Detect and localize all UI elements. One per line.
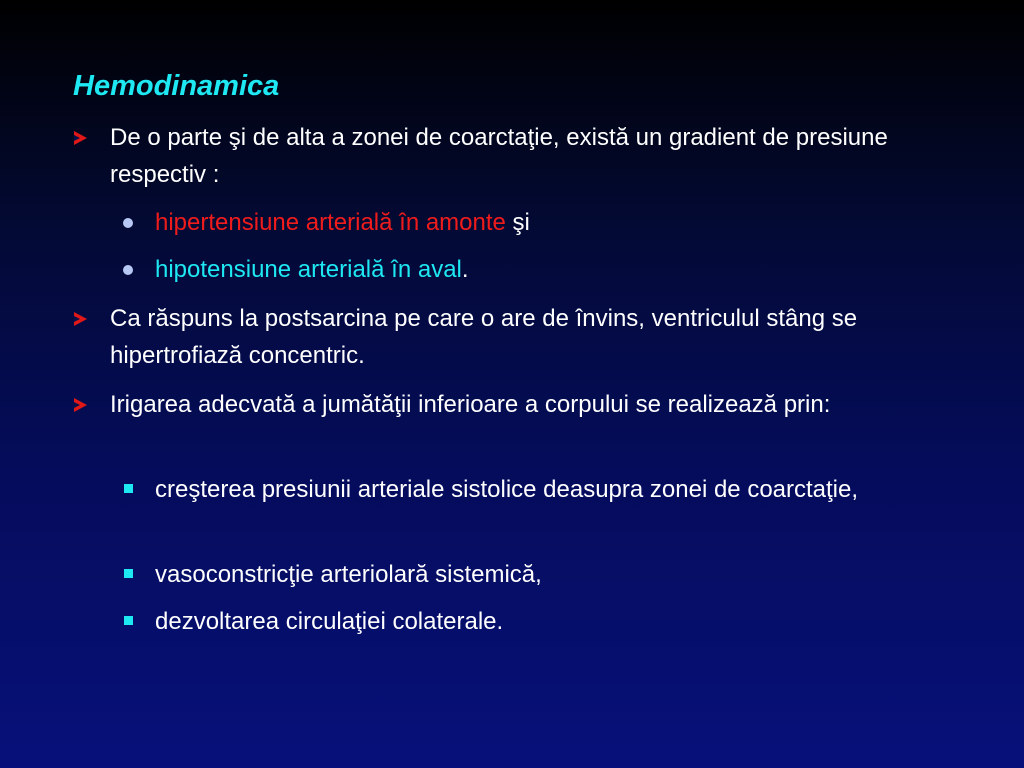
slide-title: Hemodinamica	[73, 70, 280, 102]
bullet-gradient	[110, 119, 940, 193]
bullet-hypertrophy	[110, 300, 940, 374]
bullet-irrigation	[110, 386, 940, 423]
highlight-text: hipotensiune arterială în aval	[155, 256, 462, 283]
bullet-text: dezvoltarea circulaţiei colaterale.	[155, 608, 504, 635]
square-bullet-icon	[124, 569, 133, 578]
bullet-suffix: .	[461, 256, 469, 283]
sub-bullet-collateral	[155, 603, 915, 640]
arrow-bullet-icon	[74, 398, 87, 412]
sub-bullet-vasoconstriction	[155, 556, 915, 593]
arrow-bullet-icon	[74, 312, 87, 326]
bullet-suffix: şi	[505, 209, 530, 236]
bullet-text: De o parte şi de alta a zonei de coarctaţie, există un gradient de presiune respectiv :	[110, 124, 888, 188]
dot-bullet-icon	[123, 218, 133, 228]
square-bullet-icon	[124, 616, 133, 625]
bullet-text: Irigarea adecvată a jumătăţii inferioare a corpului se realizează prin:	[110, 391, 831, 418]
sub-bullet-hypotension	[155, 251, 915, 288]
square-bullet-icon	[124, 484, 133, 493]
highlight-text: hipertensiune arterială în amonte	[155, 209, 506, 236]
arrow-bullet-icon	[74, 131, 87, 145]
sub-bullet-systolic	[155, 471, 875, 508]
bullet-text: vasoconstricţie arteriolară sistemică,	[155, 561, 542, 588]
bullet-text: Ca răspuns la postsarcina pe care o are de învins, ventriculul stâng se hipertrofiază concentric.	[110, 305, 858, 369]
sub-bullet-hypertension	[155, 204, 915, 241]
dot-bullet-icon	[123, 265, 133, 275]
bullet-text: creşterea presiunii arteriale sistolice deasupra zonei de coarctaţie,	[155, 476, 859, 503]
